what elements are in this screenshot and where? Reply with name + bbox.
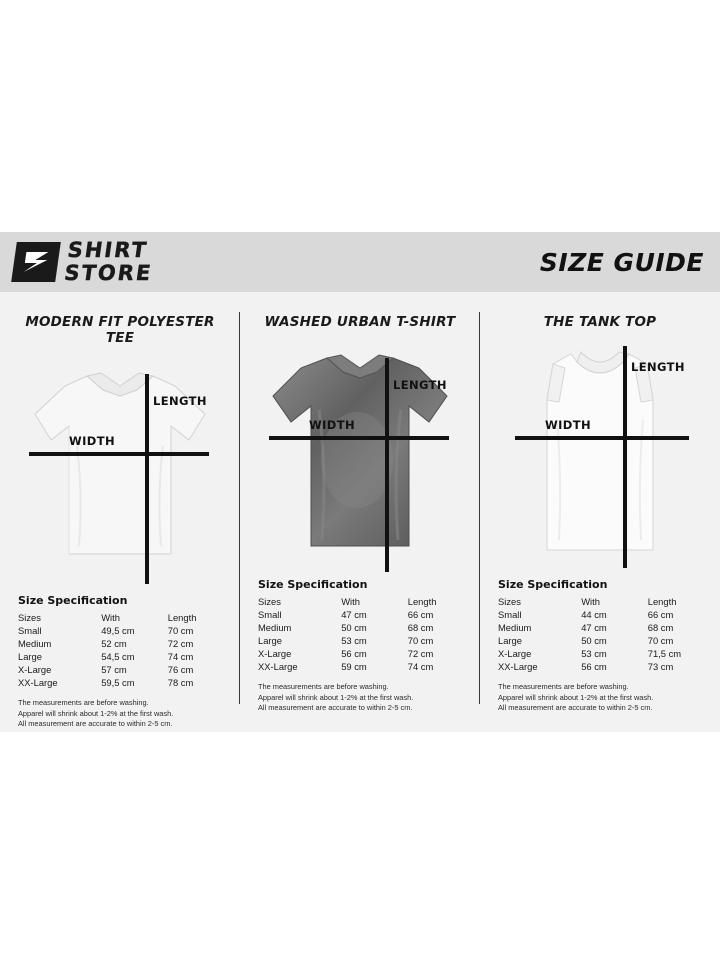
- size-table: [256, 595, 464, 673]
- cell-size: X-Large: [498, 648, 532, 659]
- width-label: WIDTH: [545, 418, 591, 432]
- cell-size: Small: [18, 625, 42, 636]
- cell-size: X-Large: [18, 664, 52, 675]
- cell-length: 74 cm: [407, 661, 434, 672]
- cell-size: Medium: [258, 622, 292, 633]
- header-sizes: Sizes: [498, 596, 521, 607]
- length-measure-line: [385, 358, 389, 572]
- length-measure-line: [145, 374, 149, 584]
- length-label: LENGTH: [153, 394, 207, 408]
- measurement-notes: [256, 682, 464, 714]
- table-row: [496, 621, 704, 634]
- cell-size: XX-Large: [498, 661, 538, 672]
- cell-width: 50 cm: [341, 622, 367, 633]
- note-line-1: The measurements are before washing.: [18, 698, 149, 707]
- cell-width: 53 cm: [341, 635, 367, 646]
- cell-width: 52 cm: [101, 638, 127, 649]
- cell-length: 76 cm: [167, 664, 194, 675]
- header-sizes: Sizes: [18, 612, 41, 623]
- garment-illustration-tank-top: [497, 340, 703, 572]
- column-title: WASHED URBAN T-SHIRT: [264, 314, 456, 330]
- table-row: [16, 624, 224, 637]
- cell-length: 70 cm: [647, 635, 674, 646]
- width-label: WIDTH: [309, 418, 355, 432]
- cell-size: Medium: [498, 622, 532, 633]
- cell-length: 71,5 cm: [647, 648, 682, 659]
- width-measure-line: [269, 436, 449, 440]
- width-measure-line: [29, 452, 209, 456]
- cell-width: 49,5 cm: [101, 625, 135, 636]
- column-title: THE TANK TOP: [543, 314, 657, 330]
- cell-length: 70 cm: [407, 635, 434, 646]
- header-width: With: [341, 596, 360, 607]
- cell-width: 59 cm: [341, 661, 367, 672]
- note-line-2: Apparel will shrink about 1-2% at the first wash.: [498, 692, 654, 702]
- cell-size: Small: [498, 609, 522, 620]
- length-label: LENGTH: [631, 360, 685, 374]
- table-row: [256, 660, 464, 673]
- cell-width: 47 cm: [341, 609, 367, 620]
- cell-length: 72 cm: [407, 648, 434, 659]
- cell-width: 59,5 cm: [101, 677, 135, 688]
- size-guide-sheet: [0, 232, 720, 732]
- column-modern-fit-polyester-tee: [0, 308, 240, 732]
- table-header-row: [16, 611, 224, 624]
- measurement-notes: [496, 682, 704, 714]
- table-row: [496, 660, 704, 673]
- cell-size: Large: [18, 651, 42, 662]
- cell-length: 74 cm: [167, 651, 194, 662]
- table-row: [256, 608, 464, 621]
- spec-title: Size Specification: [18, 594, 128, 607]
- cell-size: Large: [498, 635, 522, 646]
- table-row: [16, 650, 224, 663]
- table-row: [256, 647, 464, 660]
- cell-length: 70 cm: [167, 625, 194, 636]
- cell-length: 66 cm: [407, 609, 434, 620]
- garment-illustration-tshirt-washed: [257, 340, 463, 572]
- cell-size: Large: [258, 635, 282, 646]
- brand-logo: [14, 240, 154, 284]
- cell-width: 50 cm: [581, 635, 607, 646]
- length-measure-line: [623, 346, 627, 568]
- note-line-3: All measurement are accurate to within 2-5 cm.: [18, 719, 173, 729]
- width-label: WIDTH: [69, 434, 115, 448]
- cell-length: 68 cm: [647, 622, 674, 633]
- brand-wordmark: [63, 240, 157, 284]
- brand-line-1: SHIRT: [66, 238, 150, 262]
- cell-width: 57 cm: [101, 664, 127, 675]
- note-line-2: Apparel will shrink about 1-2% at the first wash.: [258, 692, 414, 702]
- header-length: Length: [167, 612, 197, 623]
- width-measure-line: [515, 436, 689, 440]
- cell-width: 56 cm: [341, 648, 367, 659]
- table-row: [256, 621, 464, 634]
- table-header-row: [256, 595, 464, 608]
- note-line-2: Apparel will shrink about 1-2% at the first wash.: [18, 708, 174, 718]
- header-length: Length: [647, 596, 677, 607]
- table-header-row: [496, 595, 704, 608]
- header-sizes: Sizes: [258, 596, 281, 607]
- spec-title: Size Specification: [258, 578, 368, 591]
- table-row: [16, 637, 224, 650]
- cell-size: X-Large: [258, 648, 292, 659]
- table-row: [16, 663, 224, 676]
- cell-width: 54,5 cm: [101, 651, 135, 662]
- header-length: Length: [407, 596, 437, 607]
- cell-length: 73 cm: [647, 661, 674, 672]
- header-width: With: [101, 612, 120, 623]
- column-the-tank-top: [480, 308, 720, 732]
- cell-size: XX-Large: [18, 677, 58, 688]
- s-lightning-logo-icon: [11, 242, 61, 282]
- cell-width: 44 cm: [581, 609, 607, 620]
- cell-size: Medium: [18, 638, 52, 649]
- spec-title: Size Specification: [498, 578, 608, 591]
- garment-illustration-tshirt-white: [17, 356, 223, 588]
- column-title: MODERN FIT POLYESTER TEE: [25, 314, 215, 346]
- page-title: SIZE GUIDE: [539, 247, 704, 277]
- column-washed-urban-t-shirt: [240, 308, 480, 732]
- cell-width: 56 cm: [581, 661, 607, 672]
- brand-line-2: STORE: [62, 261, 154, 285]
- cell-length: 72 cm: [167, 638, 194, 649]
- table-row: [256, 634, 464, 647]
- cell-length: 78 cm: [167, 677, 194, 688]
- cell-size: XX-Large: [258, 661, 298, 672]
- note-line-1: The measurements are before washing.: [498, 682, 629, 691]
- size-table: [16, 611, 224, 689]
- measurement-notes: [16, 698, 224, 730]
- note-line-1: The measurements are before washing.: [258, 682, 389, 691]
- cell-length: 68 cm: [407, 622, 434, 633]
- cell-length: 66 cm: [647, 609, 674, 620]
- table-row: [16, 676, 224, 689]
- table-row: [496, 634, 704, 647]
- garment-columns: [0, 292, 720, 732]
- size-table: [496, 595, 704, 673]
- header-width: With: [581, 596, 600, 607]
- cell-size: Small: [258, 609, 282, 620]
- cell-width: 53 cm: [581, 648, 607, 659]
- length-label: LENGTH: [393, 378, 447, 392]
- cell-width: 47 cm: [581, 622, 607, 633]
- table-row: [496, 608, 704, 621]
- sheet-header: [0, 232, 720, 292]
- note-line-3: All measurement are accurate to within 2-5 cm.: [258, 703, 413, 713]
- note-line-3: All measurement are accurate to within 2-5 cm.: [498, 703, 653, 713]
- table-row: [496, 647, 704, 660]
